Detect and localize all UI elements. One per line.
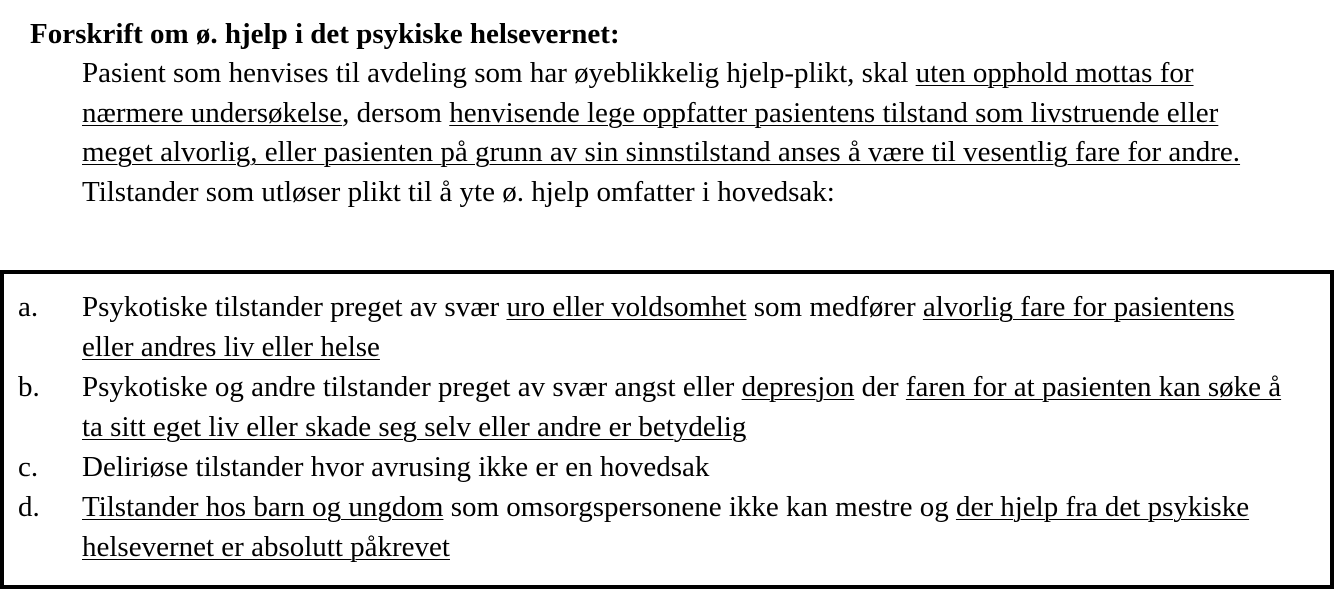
item-underlined-text: der hjelp fra det psykiske helsevernet er absolutt påkrevet xyxy=(82,491,1250,563)
intro-underlined-text: henvisende lege oppfatter pasientens tilstand som livstruende eller meget alvorlig, eller pasienten på grunn av sin sinnstilstand anses å være til vesentlig fare for andre. xyxy=(82,96,1241,168)
item-underlined-text: depresjon xyxy=(741,371,855,403)
list-item-text xyxy=(82,287,1282,367)
list-marker: b. xyxy=(18,371,40,403)
item-underlined-text: Tilstander hos barn og ungdom xyxy=(82,491,444,523)
intro-underlined-text: uten opphold mottas for nærmere undersøkelse xyxy=(82,57,1194,129)
intro-text: Pasient som henvises til avdeling som har øyeblikkelig hjelp-plikt, skal xyxy=(82,57,916,89)
list-marker: c. xyxy=(18,451,39,483)
item-text: som omsorgspersonene ikke kan mestre og xyxy=(443,491,956,523)
item-text: Psykotiske og andre tilstander preget av svær angst eller xyxy=(82,371,742,403)
list-item-text xyxy=(82,447,1282,487)
item-text: Psykotiske tilstander preget av svær xyxy=(82,291,507,323)
list-marker: d. xyxy=(18,491,40,523)
item-underlined-text: faren for at pasienten kan søke å ta sitt eget liv eller skade seg selv eller andre er betydelig xyxy=(82,371,1282,443)
intro-section xyxy=(82,54,1282,212)
document-heading: Forskrift om ø. hjelp i det psykiske helsevernet: xyxy=(30,18,620,50)
intro-text: , dersom xyxy=(342,96,450,129)
list-marker: a. xyxy=(18,291,39,323)
item-text: som medfører xyxy=(746,291,923,323)
item-underlined-text: alvorlig fare for pasientens eller andres liv eller helse xyxy=(82,291,1235,363)
list-item-text xyxy=(82,367,1282,447)
list-item-text xyxy=(82,487,1282,567)
item-underlined-text: uro eller voldsomhet xyxy=(506,291,747,323)
item-text: Deliriøse tilstander hvor avrusing ikke er en hovedsak xyxy=(82,451,710,483)
item-text: der xyxy=(854,371,906,403)
intro-paragraph xyxy=(82,54,1282,173)
intro-followup: Tilstander som utløser plikt til å yte ø. hjelp omfatter i hovedsak: xyxy=(82,175,835,208)
